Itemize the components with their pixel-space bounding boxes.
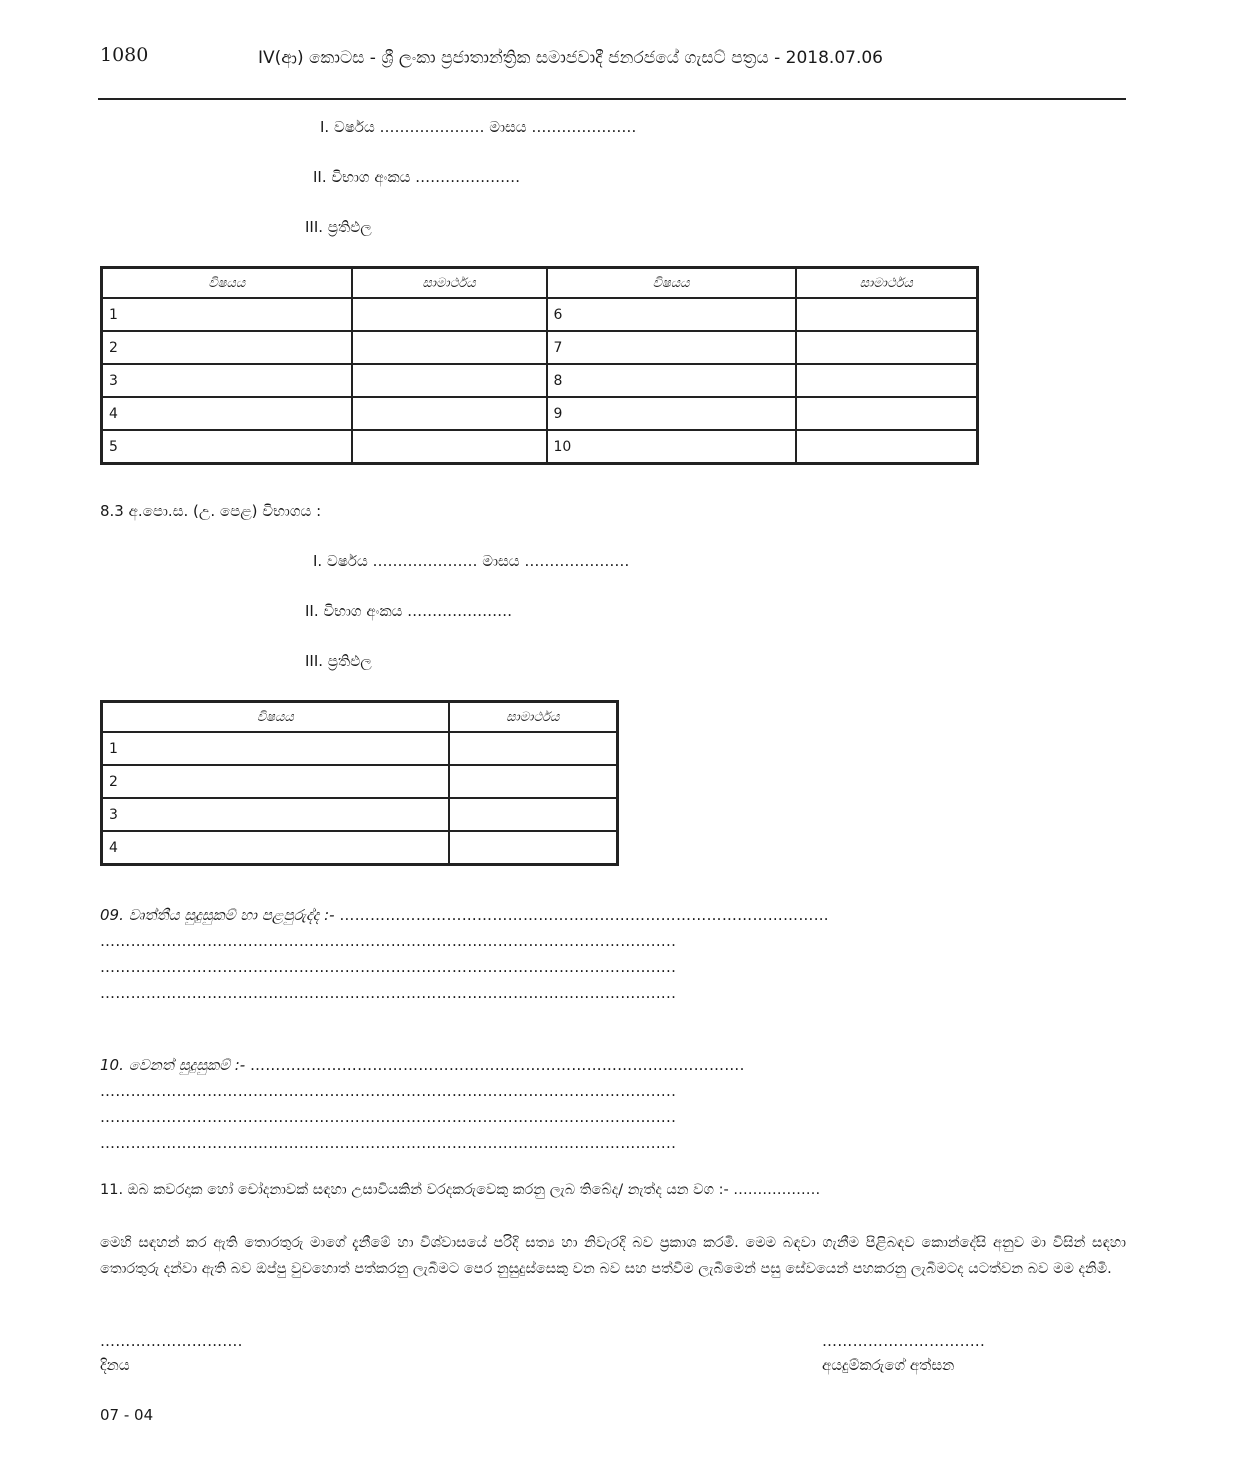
q10-fill-line[interactable]: ……………………………………………………………………………………. xyxy=(249,1056,745,1074)
pass-cell[interactable] xyxy=(796,397,978,430)
pass-header: සාමාර්ථය xyxy=(352,268,547,299)
results-table-2 xyxy=(100,700,619,866)
q10-label-text: 10. වෙනත් සුදුසුකම් :- xyxy=(100,1056,246,1074)
row-number: 3 xyxy=(102,798,449,831)
row-number: 1 xyxy=(102,732,449,765)
table-row xyxy=(102,765,618,798)
footer-code: 07 - 04 xyxy=(100,1406,154,1424)
table-row xyxy=(102,732,618,765)
pass-cell[interactable] xyxy=(449,732,618,765)
subject-header: විෂයය xyxy=(547,268,796,299)
q10-fill-line[interactable]: ………………………………………………………………………………………………..... xyxy=(100,1108,677,1126)
section-8-3-heading: 8.3 අ.පො.ස. (උ. පෙළ) විභාගය : xyxy=(100,502,322,520)
row-number: 9 xyxy=(547,397,796,430)
pass-cell[interactable] xyxy=(796,298,978,331)
declaration-text: මෙහි සඳහන් කර ඇති තොරතුරු මාගේ දැනීමේ හා විශ්වාසයේ පරිදි සත්‍ය හා නිවැරදි බව ප්‍රකාශ කරමි. මෙම බඳවා ගැනීම පිළිබඳව කොන්දේසි අනුව මා විසින් සඳහා තොරතුරු දන්වා ඇති බව ඔප්පු වුවහොත් පත්කරනු ලැබීමට පෙර නුසුදුස්සෙකු වන බව සහ පත්වීම ලැබීමෙන් පසු සේවයෙන් පහකරනු ලැබීමටද යටත්වන බව මම දනිමි. xyxy=(100,1235,1126,1277)
table-header-row xyxy=(102,268,978,299)
row-number: 4 xyxy=(102,397,352,430)
q09-fill-line[interactable]: ………………………………………………………………………………………………..... xyxy=(100,984,677,1002)
row-number: 1 xyxy=(102,298,352,331)
q10-label xyxy=(100,1056,745,1074)
gazette-title: IV(ආ) කොටස - ශ්‍රී ලංකා ප්‍රජාතාන්ත්‍රික සමාජවාදී ජනරජයේ ගැසට් පත්‍රය - 2018.07.06 xyxy=(258,48,883,68)
q09-fill-line[interactable]: …………………………………………………………………………………… xyxy=(339,906,829,924)
q09-fill-line[interactable]: ………………………………………………………………………………………………..... xyxy=(100,958,677,976)
results-label-2: III. ප්‍රතිඵල xyxy=(305,652,372,670)
declaration-paragraph xyxy=(100,1230,1126,1282)
row-number: 5 xyxy=(102,430,352,464)
table-row xyxy=(102,364,978,397)
row-number: 6 xyxy=(547,298,796,331)
q10-fill-line[interactable]: ………………………………………………………………………………………………..... xyxy=(100,1082,677,1100)
table-row xyxy=(102,798,618,831)
q09-label xyxy=(100,906,829,924)
signature-fill-line[interactable]: ………………………..... xyxy=(822,1332,986,1350)
row-number: 2 xyxy=(102,331,352,364)
q09-label-text: 09. වෘත්තීය සුදුසුකම් හා පළපුරුද්ද :- xyxy=(100,906,335,924)
pass-cell[interactable] xyxy=(352,430,547,464)
row-number: 3 xyxy=(102,364,352,397)
row-number: 4 xyxy=(102,831,449,865)
subject-header: විෂයය xyxy=(102,702,449,733)
date-fill-line[interactable]: …………………….... xyxy=(100,1332,243,1350)
pass-cell[interactable] xyxy=(449,798,618,831)
signature-label: අයදුම්කරුගේ අත්සන xyxy=(822,1356,955,1374)
page-number: 1080 xyxy=(100,44,149,66)
pass-cell[interactable] xyxy=(796,331,978,364)
table-row xyxy=(102,397,978,430)
pass-header: සාමාර්ථය xyxy=(796,268,978,299)
exam-index-line-2: II. විභාග අංකය ………………… xyxy=(305,602,513,620)
table-row xyxy=(102,831,618,865)
pass-cell[interactable] xyxy=(449,831,618,865)
q09-fill-line[interactable]: ………………………………………………………………………………………………..... xyxy=(100,932,677,950)
row-number: 2 xyxy=(102,765,449,798)
results-table-1 xyxy=(100,266,979,465)
q11-line: 11. ඔබ කවරදාක හෝ චෝදනාවක් සඳහා උසාවියකින් වරදකරුවෙකු කරනු ලැබ තිබේද/ නැත්ද යන වග :- ……………… xyxy=(100,1182,821,1198)
pass-cell[interactable] xyxy=(352,364,547,397)
subject-header: විෂයය xyxy=(102,268,352,299)
row-number: 8 xyxy=(547,364,796,397)
results-label-1: III. ප්‍රතිඵල xyxy=(305,218,372,236)
pass-header: සාමාර්ථය xyxy=(449,702,618,733)
header-divider xyxy=(98,98,1126,100)
q10-fill-line[interactable]: ………………………………………………………………………………………………..... xyxy=(100,1134,677,1152)
date-label: දිනය xyxy=(100,1356,130,1374)
year-month-line-2: I. වර්ෂය ………………… මාසය ………………… xyxy=(313,552,630,570)
table-row xyxy=(102,298,978,331)
pass-cell[interactable] xyxy=(352,298,547,331)
pass-cell[interactable] xyxy=(352,331,547,364)
pass-cell[interactable] xyxy=(449,765,618,798)
pass-cell[interactable] xyxy=(796,430,978,464)
table-row xyxy=(102,430,978,464)
exam-index-line-1: II. විභාග අංකය ………………… xyxy=(313,168,521,186)
table-header-row xyxy=(102,702,618,733)
pass-cell[interactable] xyxy=(796,364,978,397)
row-number: 7 xyxy=(547,331,796,364)
year-month-line-1: I. වර්ෂය ………………… මාසය ………………… xyxy=(320,118,637,136)
pass-cell[interactable] xyxy=(352,397,547,430)
row-number: 10 xyxy=(547,430,796,464)
table-row xyxy=(102,331,978,364)
